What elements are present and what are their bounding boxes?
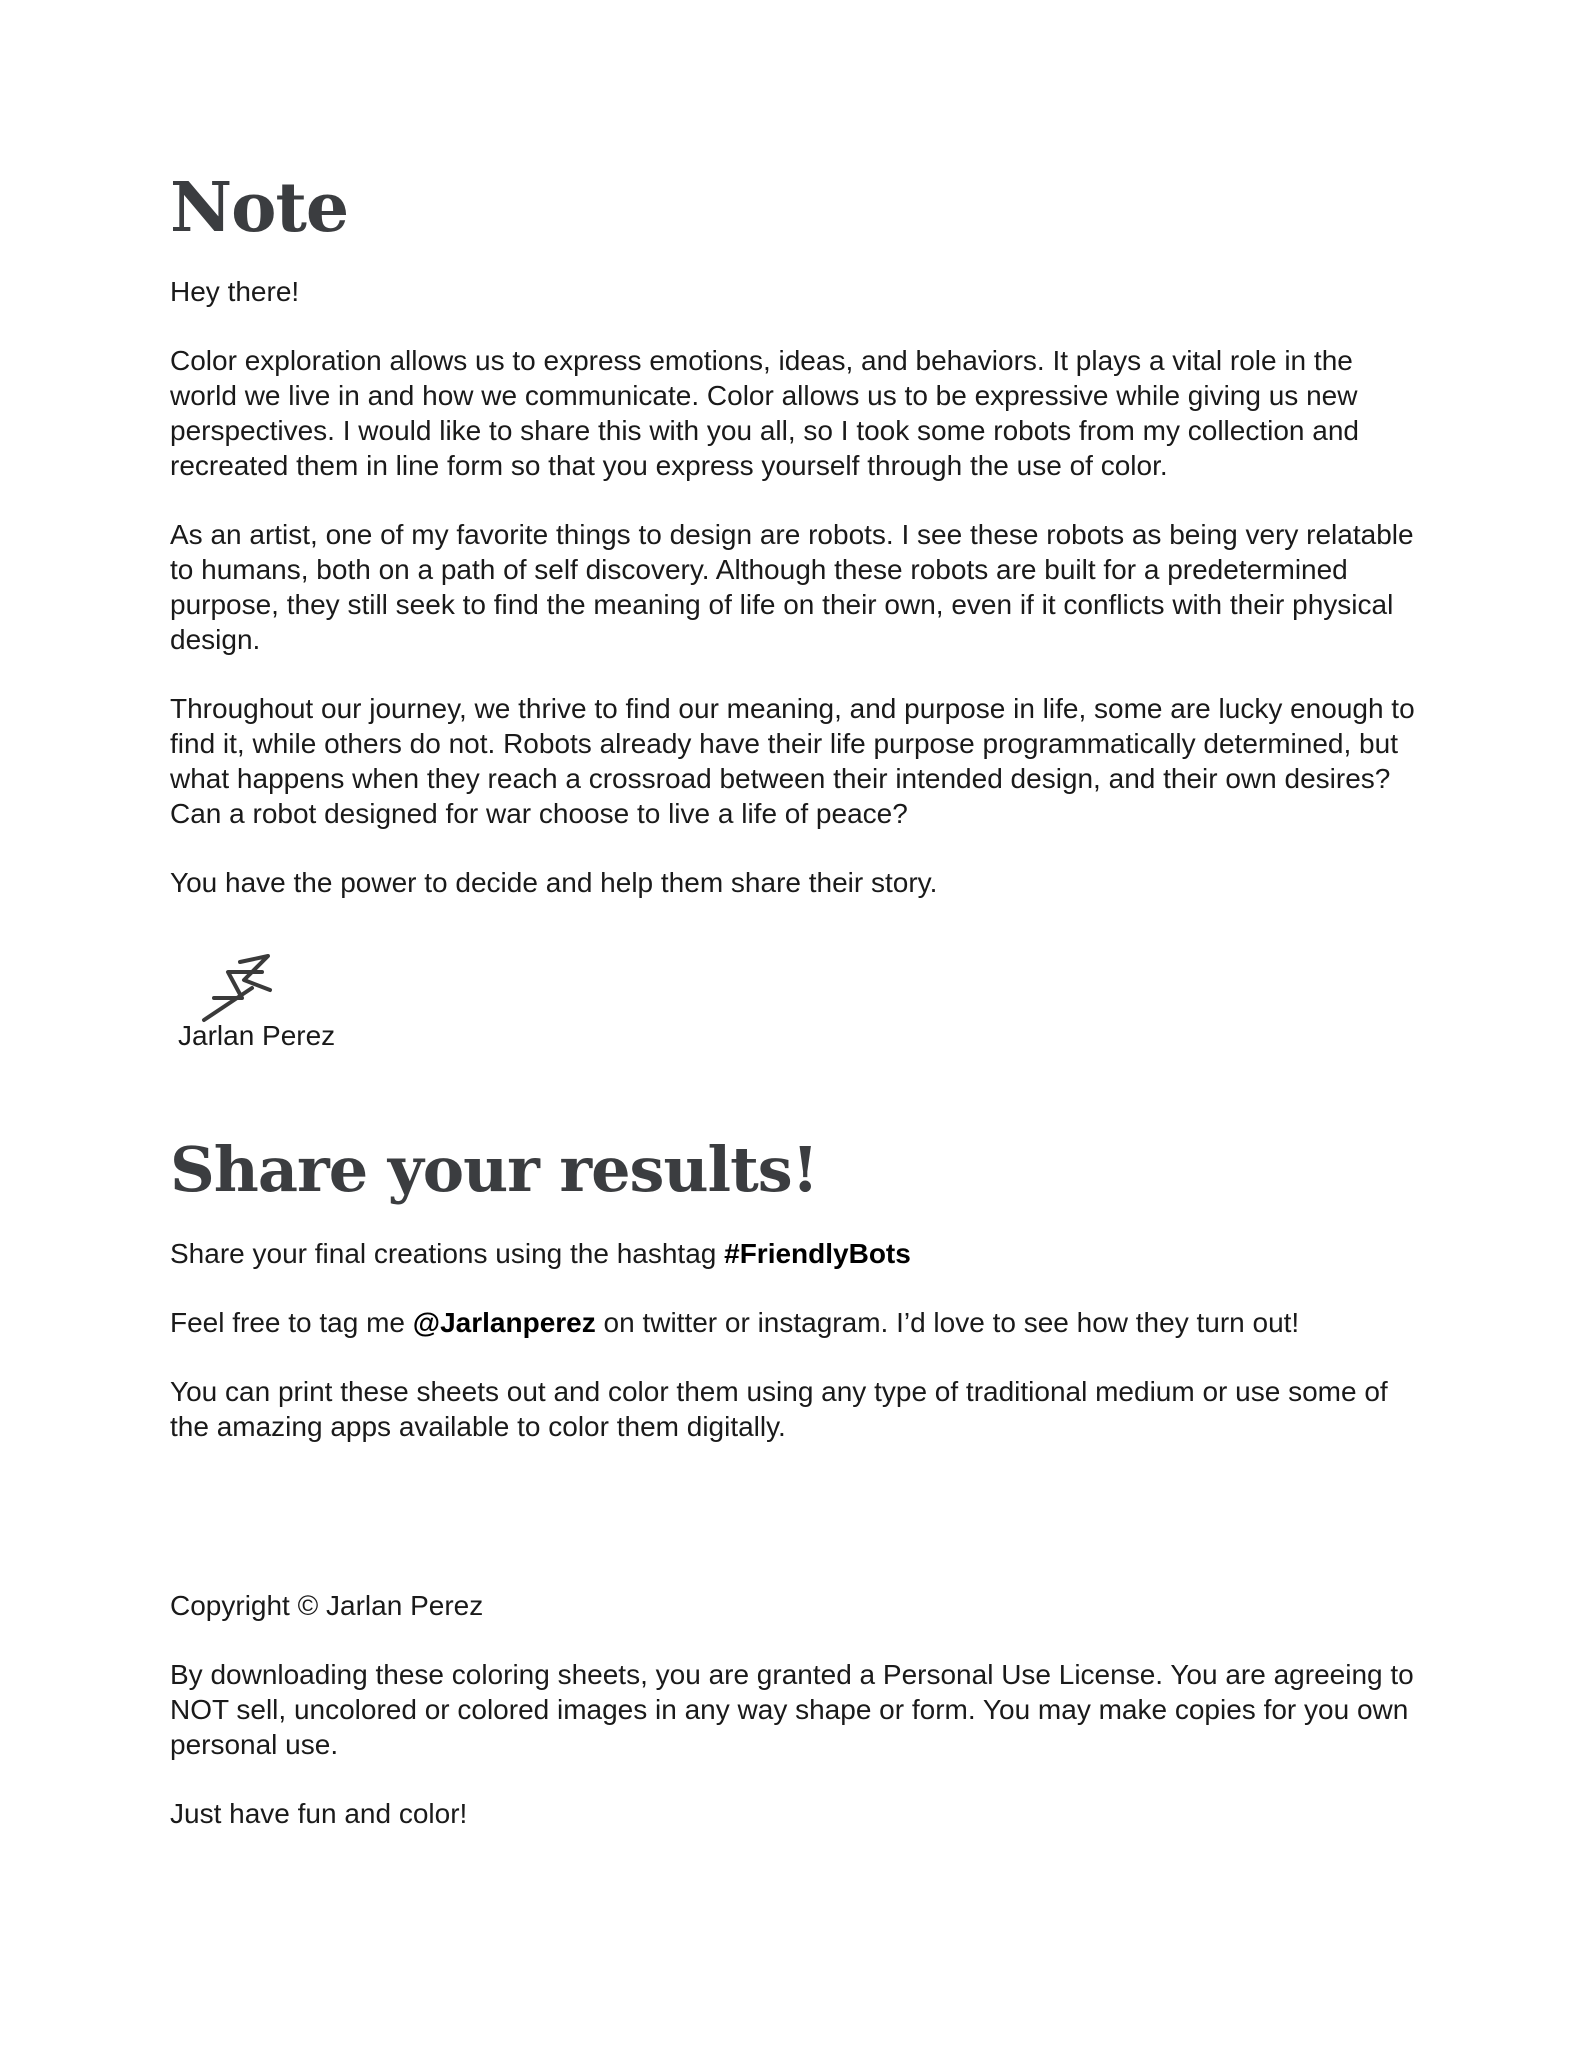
tag-line [170, 1305, 1420, 1340]
note-paragraph-4: You have the power to decide and help them share their story. [170, 867, 938, 898]
note-paragraph-1: Color exploration allows us to express emotions, ideas, and behaviors. It plays a vital role in the world we live in and how we communicate. Color allows us to be expressive while giving us new perspectives. I would like to share this with you all, so I took some robots from my collection and recreated them in line form so that you express yourself through the use of color. [170, 345, 1359, 481]
document-body [170, 170, 1420, 1865]
note-paragraph-2: As an artist, one of my favorite things to design are robots. I see these robots as being very relatable to humans, both on a path of self discovery. Although these robots are built for a predetermined purpose, they still seek to find the meaning of life on their own, even if it conflicts with their physical design. [170, 519, 1414, 655]
closing-line: Just have fun and color! [170, 1798, 468, 1829]
hashtag-line [170, 1236, 1420, 1271]
print-paragraph: You can print these sheets out and color them using any type of traditional medium or use some of the amazing apps available to color them digitally. [170, 1376, 1388, 1442]
tag-prefix: Feel free to tag me [170, 1307, 413, 1338]
signature-name: Jarlan Perez [178, 1020, 336, 1051]
social-handle: @Jarlanperez [412, 1307, 596, 1338]
signature-mark-icon [200, 950, 300, 1025]
note-paragraph-3: Throughout our journey, we thrive to find our meaning, and purpose in life, some are lucky enough to find it, while others do not. Robots already have their life purpose programmatically determined, but what happens when they reach a crossroad between their intended design, and their own desires? Can a robot designed for war choose to live a life of peace? [170, 693, 1415, 829]
tag-suffix: on twitter or instagram. I’d love to see how they turn out! [595, 1307, 1300, 1338]
hashtag: #FriendlyBots [724, 1238, 911, 1269]
signature-block [170, 950, 1420, 1060]
note-heading: Note [170, 168, 349, 248]
license-paragraph: By downloading these coloring sheets, you are granted a Personal Use License. You are agreeing to NOT sell, uncolored or colored images in any way shape or form. You may make copies for you own personal use. [170, 1659, 1414, 1760]
copyright: Copyright © Jarlan Perez [170, 1590, 484, 1621]
greeting: Hey there! [170, 276, 300, 307]
hashtag-prefix: Share your final creations using the hashtag [170, 1238, 725, 1269]
share-heading: Share your results! [170, 1133, 818, 1206]
